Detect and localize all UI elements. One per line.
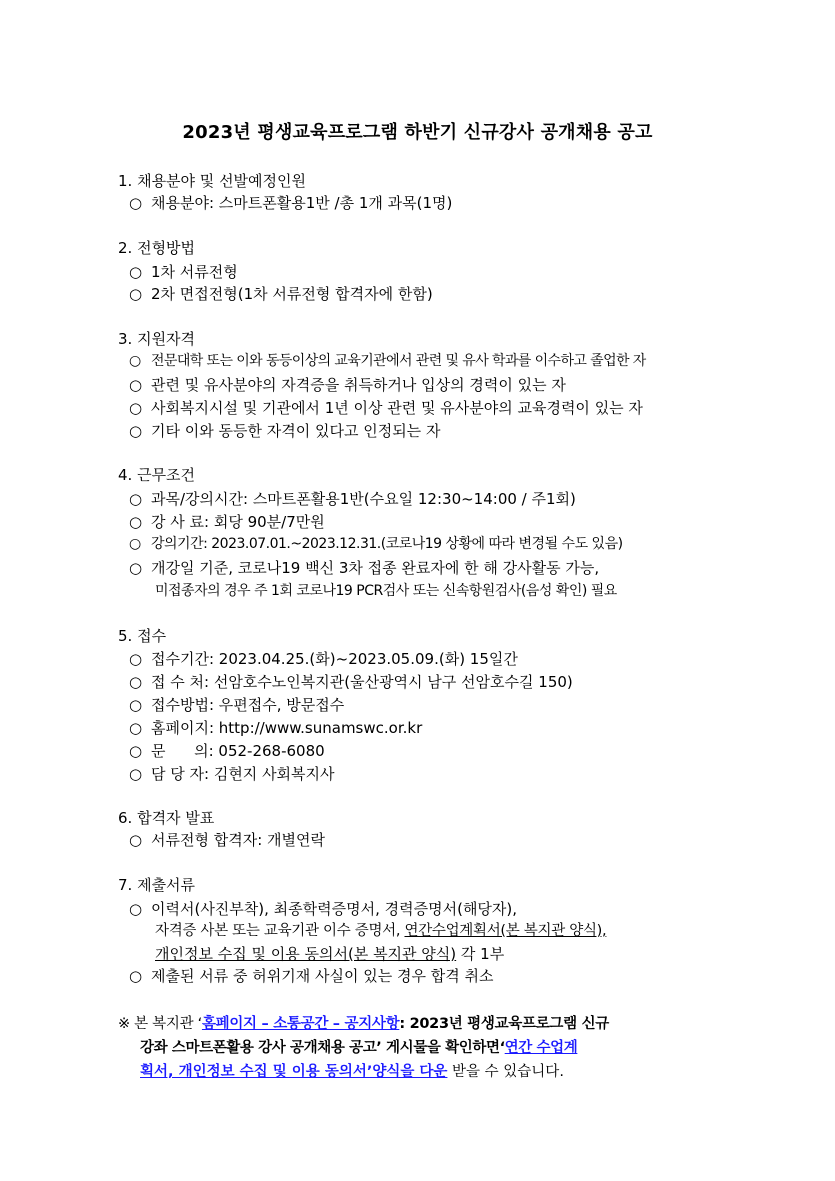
page-title: 2023년 평생교육프로그램 하반기 신규강사 공개채용 공고 — [182, 122, 653, 143]
bullet-icon: ○ — [129, 194, 143, 212]
bullet-icon: ○ — [129, 490, 143, 508]
list-item — [129, 966, 493, 986]
section-5-heading: 5. 접수 — [118, 627, 167, 645]
list-item — [129, 284, 433, 304]
bullet-icon: ○ — [129, 831, 143, 849]
note-line-2 — [118, 1036, 718, 1060]
list-item-text: 강 사 료: 회당 90분/7만원 — [151, 513, 325, 531]
list-item — [129, 741, 325, 761]
bullet-icon: ○ — [129, 559, 143, 577]
form-download-link[interactable]: 획서, 개인정보 수집 및 이용 동의서’양식을 다운 — [140, 1064, 448, 1080]
bullet-icon: ○ — [129, 967, 143, 985]
list-item — [129, 512, 325, 532]
bullet-icon: ○ — [129, 399, 143, 417]
list-item-continuation — [155, 921, 606, 941]
list-item — [129, 534, 623, 554]
continuation-text: 자격증 사본 또는 교육기관 이수 증명서, — [155, 923, 405, 939]
bullet-icon: ○ — [129, 742, 143, 760]
note-line-1 — [118, 1012, 718, 1036]
list-item — [129, 375, 566, 395]
list-item-text: 서류전형 합격자: 개별연락 — [151, 831, 325, 849]
list-item-text: 관련 및 유사분야의 자격증을 취득하거나 입상의 경력이 있는 자 — [151, 376, 566, 394]
section-6-heading: 6. 합격자 발표 — [118, 809, 215, 827]
bullet-icon: ○ — [129, 673, 143, 691]
list-item-text: 전문대학 또는 이와 동등이상의 교육기관에서 관련 및 유사 학과를 이수하고 졸업한 자 — [151, 353, 646, 369]
bullet-icon: ○ — [129, 263, 143, 281]
list-item-text: 기타 이와 동등한 자격이 있다고 인정되는 자 — [151, 422, 441, 440]
note-text: : 2023년 평생교육프로그램 신규 — [399, 1016, 610, 1032]
section-7-heading: 7. 제출서류 — [118, 876, 196, 894]
bullet-icon: ○ — [129, 650, 143, 668]
notice-footnote — [118, 1012, 718, 1084]
continuation-text: 각 1부 — [456, 945, 505, 963]
list-item-text: 담 당 자: 김현지 사회복지사 — [151, 765, 335, 783]
list-item — [129, 672, 573, 692]
bullet-icon: ○ — [129, 900, 143, 918]
list-item-text: 1차 서류전형 — [151, 263, 238, 281]
list-item-text: 문 의: 052-268-6080 — [151, 742, 325, 760]
list-item-continuation — [155, 944, 504, 964]
list-item-text: 개강일 기준, 코로나19 백신 3차 접종 완료자에 한 해 강사활동 가능, — [151, 559, 600, 577]
bullet-icon: ○ — [129, 285, 143, 303]
list-item-text: 강의기간: 2023.07.01.~2023.12.31.(코로나19 상황에 따라 변경될 수도 있음) — [151, 536, 623, 552]
list-item — [129, 558, 599, 578]
list-item-text: 홈페이지: http://www.sunamswc.or.kr — [151, 719, 423, 737]
form-download-link[interactable]: 연간 수업계 — [504, 1040, 578, 1056]
list-item — [129, 718, 422, 738]
bullet-icon: ○ — [129, 353, 141, 369]
list-item — [129, 764, 335, 784]
list-item-text: 접수기간: 2023.04.25.(화)~2023.05.09.(화) 15일간 — [151, 650, 518, 668]
list-item — [129, 649, 518, 669]
section-3-heading: 3. 지원자격 — [118, 330, 196, 348]
bullet-icon: ○ — [129, 513, 143, 531]
list-item — [129, 421, 440, 441]
list-item-text: 2차 면접전형(1차 서류전형 합격자에 한함) — [151, 285, 433, 303]
list-item — [129, 695, 344, 715]
list-item-text: 채용분야: 스마트폰활용1반 /총 1개 과목(1명) — [151, 194, 453, 212]
section-2-heading: 2. 전형방법 — [118, 239, 196, 257]
homepage-notice-link[interactable]: 홈페이지 – 소통공간 – 공지사항 — [201, 1016, 400, 1032]
bullet-icon: ○ — [129, 376, 143, 394]
list-item-continuation: 미접종자의 경우 주 1회 코로나19 PCR검사 또는 신속항원검사(음성 확인) 필요 — [155, 583, 617, 599]
list-item — [129, 899, 517, 919]
list-item — [129, 489, 576, 509]
list-item-text: 사회복지시설 및 기관에서 1년 이상 관련 및 유사분야의 교육경력이 있는 자 — [151, 399, 643, 417]
bullet-icon: ○ — [129, 719, 143, 737]
list-item — [129, 262, 238, 282]
list-item-text: 접수방법: 우편접수, 방문접수 — [151, 696, 345, 714]
note-text: 받을 수 있습니다. — [447, 1064, 564, 1080]
list-item-text: 이력서(사진부착), 최종학력증명서, 경력증명서(해당자), — [151, 900, 518, 918]
bullet-icon: ○ — [129, 696, 143, 714]
list-item — [129, 193, 452, 213]
list-item-text: 접 수 처: 선암호수노인복지관(울산광역시 남구 선암호수길 150) — [151, 673, 573, 691]
bullet-icon: ○ — [129, 422, 143, 440]
note-text: 강좌 스마트폰활용 강사 공개채용 공고’ 게시물을 확인하면‘ — [140, 1040, 505, 1056]
list-item-text: 제출된 서류 중 허위기재 사실이 있는 경우 합격 취소 — [151, 967, 494, 985]
reference-mark-icon: ※ — [118, 1016, 130, 1032]
note-line-3 — [118, 1060, 718, 1084]
list-item — [129, 398, 643, 418]
bullet-icon: ○ — [129, 765, 143, 783]
bullet-icon: ○ — [129, 536, 141, 552]
section-1-heading: 1. 채용분야 및 선발예정인원 — [118, 172, 307, 190]
list-item — [129, 351, 646, 371]
list-item — [129, 830, 325, 850]
note-text: 본 복지관 ‘ — [129, 1016, 202, 1032]
privacy-consent-form-ref: 개인정보 수집 및 이용 동의서(본 복지관 양식) — [155, 945, 457, 963]
annual-plan-form-ref: 연간수업계획서(본 복지관 양식), — [404, 923, 607, 939]
section-4-heading: 4. 근무조건 — [118, 466, 196, 484]
list-item-text: 과목/강의시간: 스마트폰활용1반(수요일 12:30~14:00 / 주1회) — [151, 490, 576, 508]
